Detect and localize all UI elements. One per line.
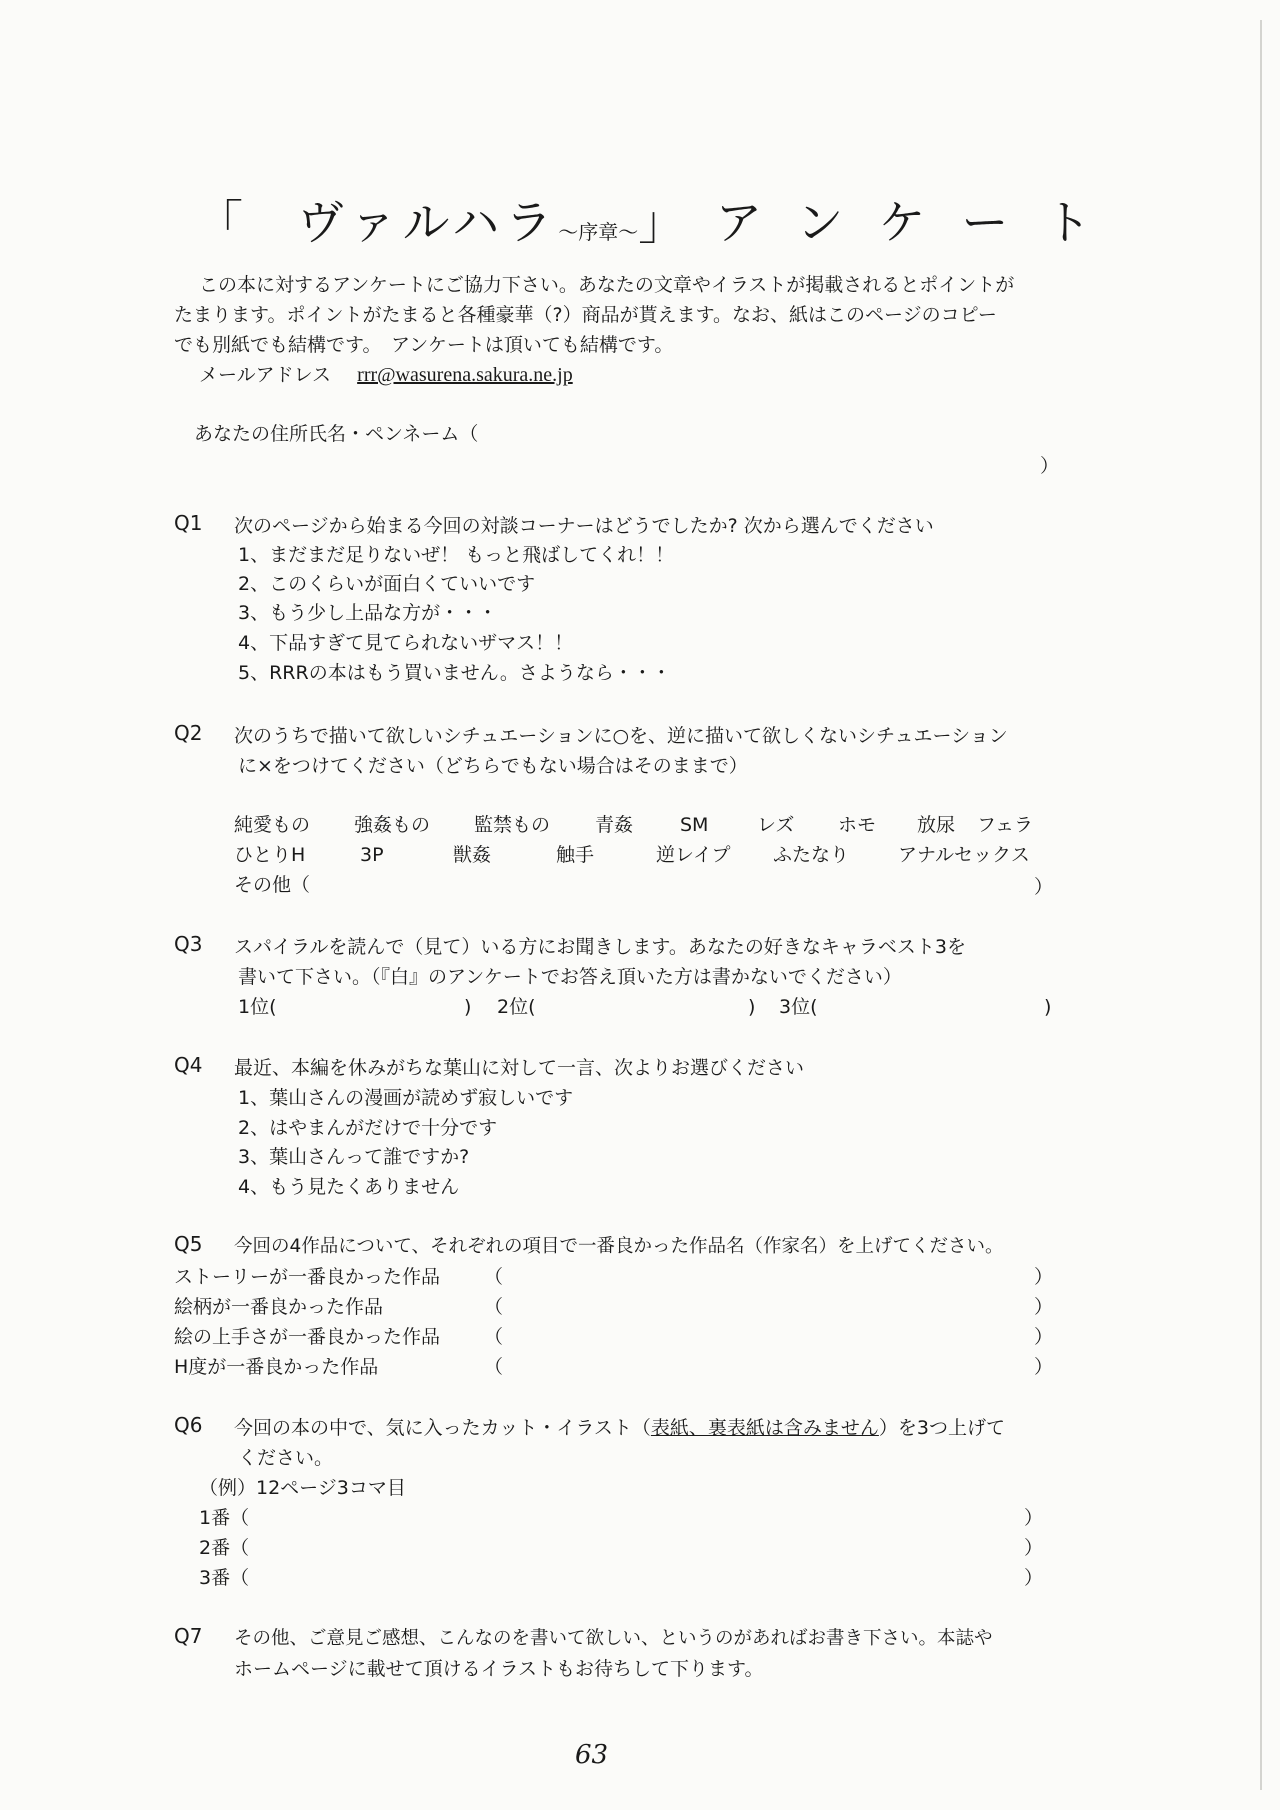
title-kana: アンケート xyxy=(715,196,1128,251)
q6-line-1-post: ）を3つ上げて xyxy=(878,1417,1005,1439)
title-close-bracket: 」 xyxy=(638,196,692,251)
q2-item: ホモ xyxy=(838,814,877,836)
q3-rank-2: 2位( xyxy=(497,996,536,1018)
q3-line-1: スパイラルを読んで（見て）いる方にお聞きします。あなたの好きなキャラベスト3を xyxy=(234,936,967,958)
intro-line-1: この本に対するアンケートにご協力下さい。あなたの文章やイラストが掲載されるとポイントが xyxy=(199,274,1015,296)
q6-label: Q6 xyxy=(174,1413,203,1437)
q6-slot-close: ） xyxy=(1024,1507,1044,1529)
q2-item: フェラ xyxy=(977,814,1034,836)
q6-slot-1: 1番（ xyxy=(199,1507,250,1529)
q3-rank-2-close: ) xyxy=(748,996,756,1018)
page-number: 63 xyxy=(575,1740,609,1770)
q4-option-4: 4、もう見たくありません xyxy=(238,1176,460,1198)
q5-item-4: H度が一番良かった作品 xyxy=(174,1356,379,1378)
q5-item-3: 絵の上手さが一番良かった作品 xyxy=(174,1326,441,1348)
mail-row xyxy=(199,360,573,390)
q3-label: Q3 xyxy=(174,932,203,956)
q5-close: ） xyxy=(1034,1266,1054,1288)
q1-option-4: 4、下品すぎて見てられないザマス！！ xyxy=(238,632,574,654)
q4-option-1: 1、葉山さんの漫画が読めず寂しいです xyxy=(238,1087,574,1109)
title-main: ヴァルハラ xyxy=(297,196,559,251)
q2-item: 3P xyxy=(360,844,384,866)
q2-other-close: ） xyxy=(1034,876,1054,898)
q3-line-2: 書いて下さい。（『白』のアンケートでお答え頂いた方は書かないでください） xyxy=(238,966,902,988)
q2-item: 強姦もの xyxy=(354,814,431,836)
q6-example: （例）12ページ3コマ目 xyxy=(199,1477,406,1499)
q6-line-1-pre: 今回の本の中で、気に入ったカット・イラスト（ xyxy=(234,1417,651,1439)
q6-slot-2: 2番（ xyxy=(199,1537,250,1559)
address-label: あなたの住所氏名・ペンネーム（ xyxy=(194,423,479,445)
q6-slot-close: ） xyxy=(1024,1537,1044,1559)
q3-rank-3: 3位( xyxy=(779,996,818,1018)
q5-text: 今回の4作品について、それぞれの項目で一番良かった作品名（作家名）を上げてください。 xyxy=(234,1236,1004,1257)
q4-text: 最近、本編を休みがちな葉山に対して一言、次よりお選びください xyxy=(234,1057,805,1079)
q3-rank-3-close: ) xyxy=(1044,996,1052,1018)
q5-close: ） xyxy=(1034,1326,1054,1348)
q3-rank-1-close: ) xyxy=(464,996,472,1018)
q2-item: ひとりH xyxy=(234,844,306,866)
q2-item: 純愛もの xyxy=(234,814,311,836)
address-close: ） xyxy=(1040,455,1060,477)
q5-open: （ xyxy=(484,1356,504,1378)
intro-line-3: でも別紙でも結構です。 アンケートは頂いても結構です。 xyxy=(174,334,674,356)
q5-item-2: 絵柄が一番良かった作品 xyxy=(174,1296,384,1318)
q2-item: 触手 xyxy=(556,844,595,866)
q6-line-1 xyxy=(234,1413,1005,1443)
intro-line-2: たまります。ポイントがたまると各種豪華（?）商品が貰えます。なお、紙はこのページのコピー xyxy=(174,304,997,326)
q2-item: 監禁もの xyxy=(474,814,551,836)
q2-item: 放尿 xyxy=(917,814,956,836)
q1-option-5: 5、RRRの本はもう買いません。さようなら・・・ xyxy=(238,662,671,684)
q4-option-3: 3、葉山さんって誰ですか? xyxy=(238,1146,470,1168)
q7-label: Q7 xyxy=(174,1624,203,1648)
q1-option-1: 1、まだまだ足りないぜ！ もっと飛ばしてくれ！！ xyxy=(238,544,675,566)
q4-label: Q4 xyxy=(174,1053,203,1077)
q5-item-1: ストーリーが一番良かった作品 xyxy=(174,1266,441,1288)
q2-item: 青姦 xyxy=(595,814,634,836)
title-open-bracket: 「 xyxy=(196,196,249,251)
q4-option-2: 2、はやまんがだけで十分です xyxy=(238,1117,498,1139)
q2-line-2: に×をつけてください（どちらでもない場合はそのままで） xyxy=(238,755,748,777)
q2-label: Q2 xyxy=(174,721,203,745)
q2-item: SM xyxy=(680,814,709,836)
q7-line-1: その他、ご意見ご感想、こんなのを書いて欲しい、というのがあればお書き下さい。本誌や xyxy=(234,1628,993,1649)
q5-label: Q5 xyxy=(174,1232,203,1256)
q1-option-2: 2、このくらいが面白くていいです xyxy=(238,573,536,595)
q2-item: 逆レイプ xyxy=(656,844,731,866)
q5-close: ） xyxy=(1034,1356,1054,1378)
q6-line-1-underlined: 表紙、裏表紙は含みません xyxy=(650,1417,879,1439)
page-title xyxy=(196,186,1127,253)
mail-label: メールアドレス xyxy=(199,364,332,386)
q2-item: 獣姦 xyxy=(453,844,492,866)
q1-text: 次のページから始まる今回の対談コーナーはどうでしたか? 次から選んでください xyxy=(234,515,934,537)
q6-line-2: ください。 xyxy=(238,1447,334,1469)
q2-other-label: その他（ xyxy=(234,874,311,896)
q7-line-2: ホームページに載せて頂けるイラストもお待ちして下ります。 xyxy=(234,1658,764,1680)
q5-open: （ xyxy=(484,1326,504,1348)
q5-open: （ xyxy=(484,1266,504,1288)
q1-label: Q1 xyxy=(174,511,203,535)
q6-slot-close: ） xyxy=(1024,1567,1044,1589)
q2-item: アナルセックス xyxy=(898,844,1030,866)
q6-slot-3: 3番（ xyxy=(199,1567,250,1589)
q5-open: （ xyxy=(484,1296,504,1318)
q3-rank-1: 1位( xyxy=(238,996,277,1018)
q2-item: レズ xyxy=(757,814,795,836)
q5-close: ） xyxy=(1034,1296,1054,1318)
q1-option-3: 3、もう少し上品な方が・・・ xyxy=(238,602,498,624)
q2-item: ふたなり xyxy=(773,844,850,866)
mail-address-link[interactable]: rrr@wasurena.sakura.ne.jp xyxy=(357,364,573,386)
q2-line-1: 次のうちで描いて欲しいシチュエーションに○を、逆に描いて欲しくないシチュエーション xyxy=(234,725,1008,747)
title-sub: ～序章～ xyxy=(558,220,639,244)
